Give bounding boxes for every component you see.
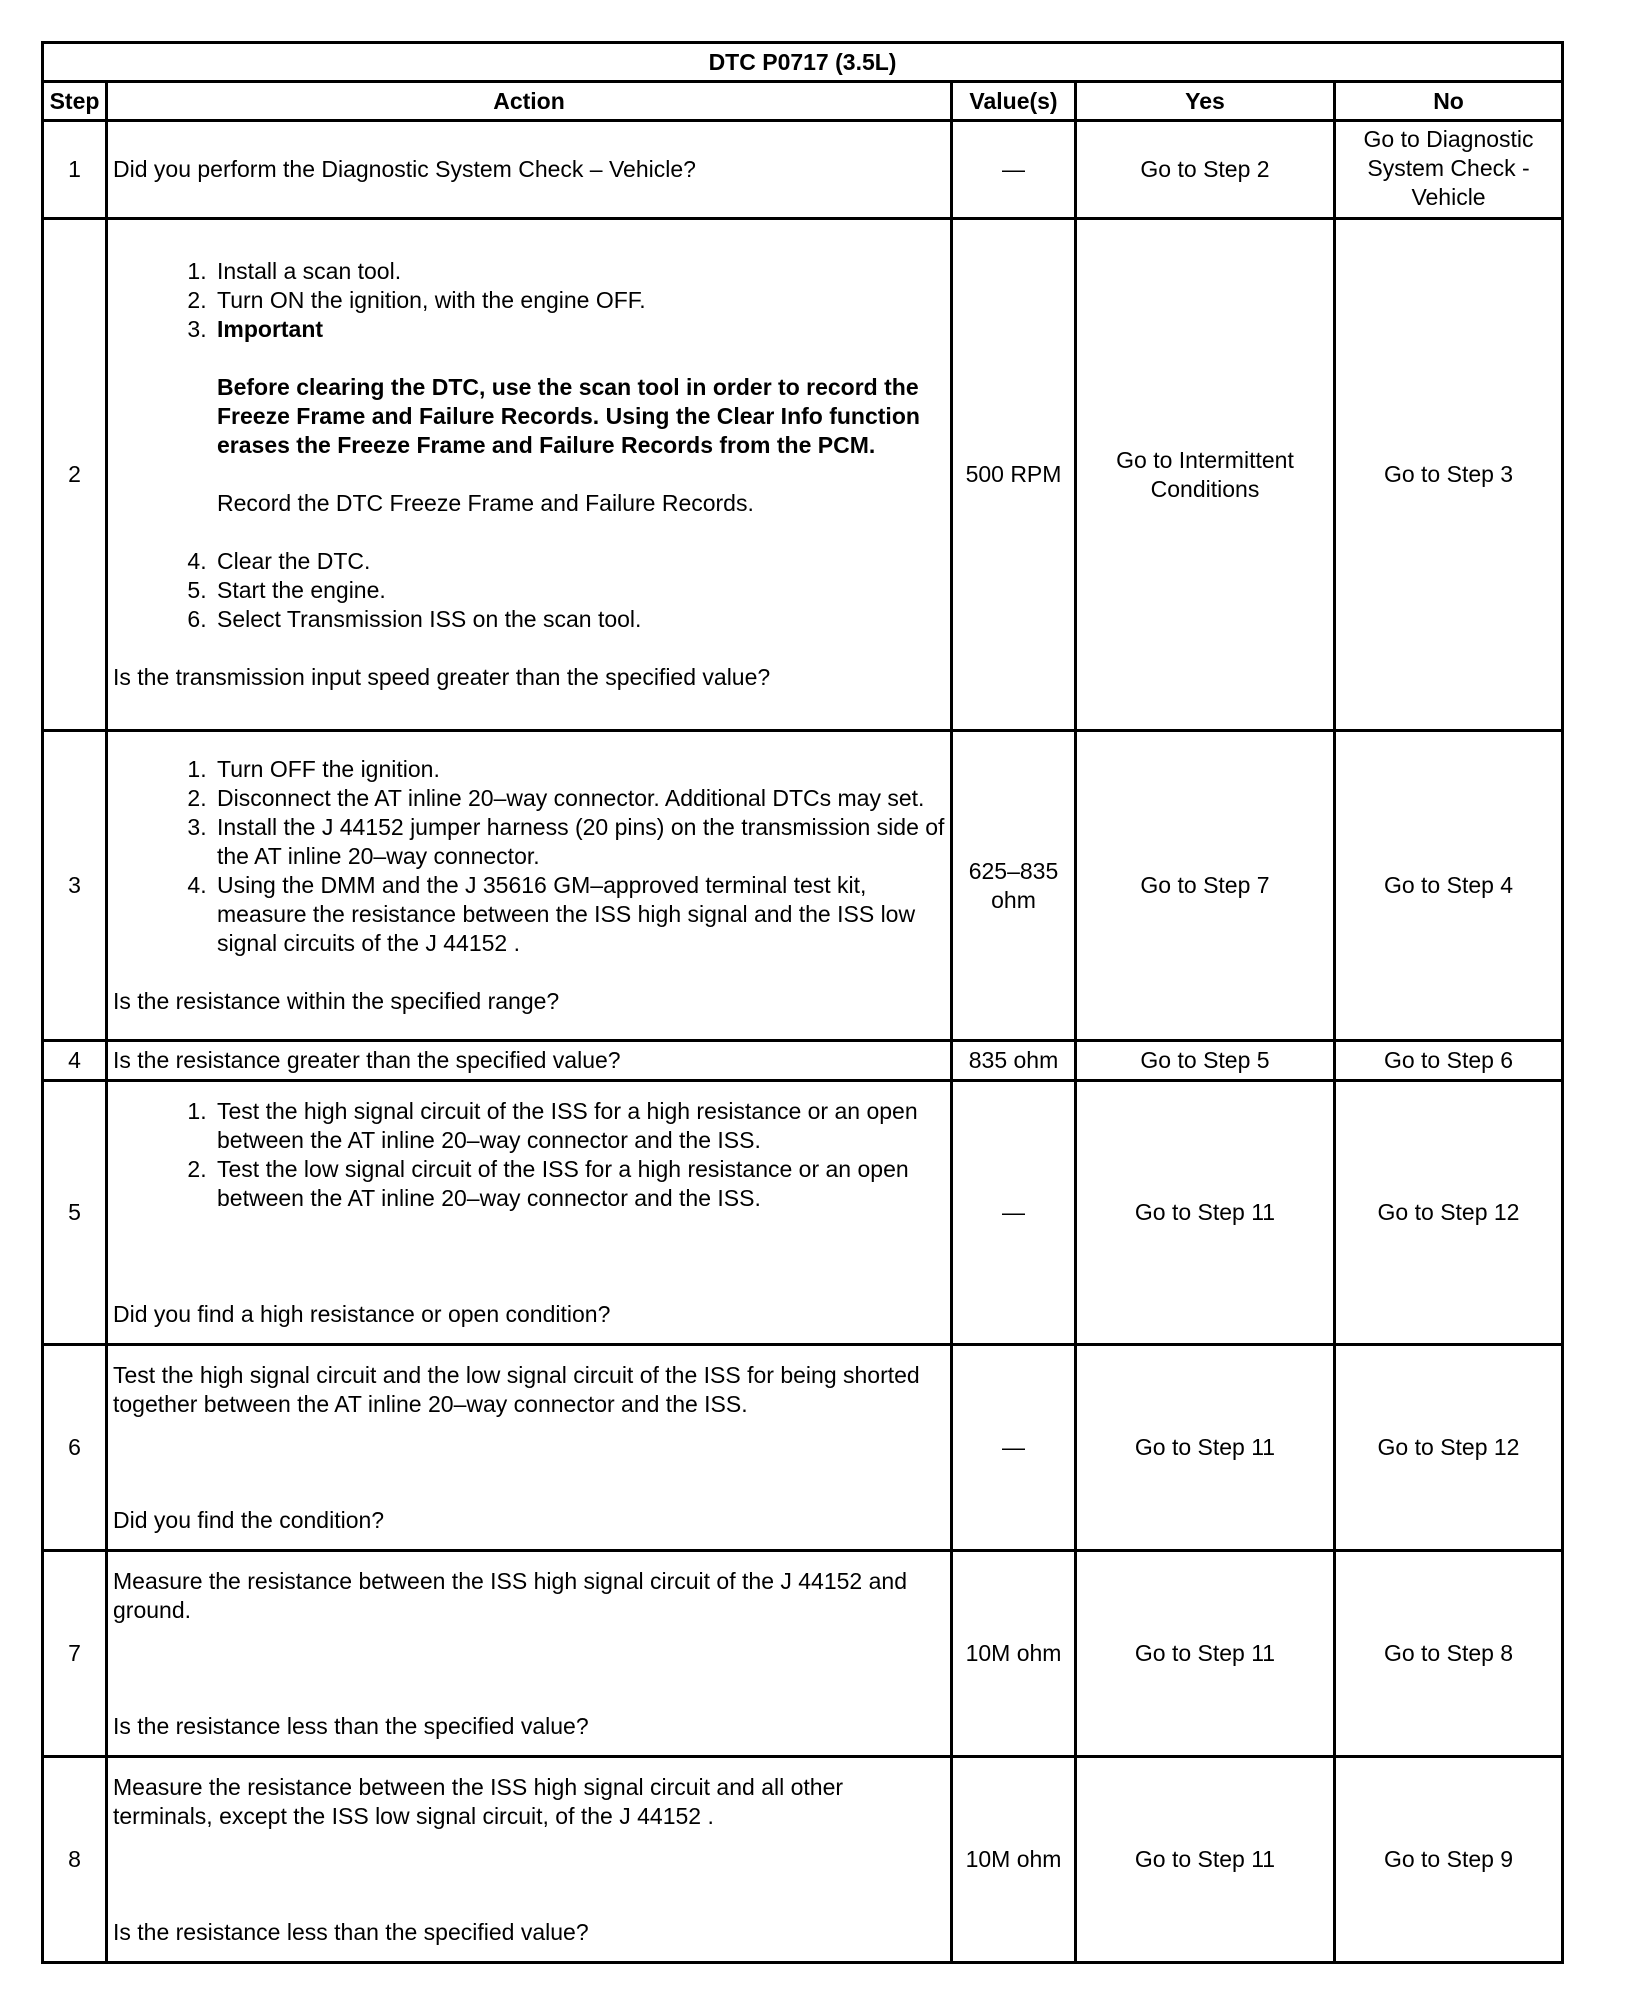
action-cell	[107, 121, 952, 219]
table-row-step-6	[43, 1345, 1563, 1551]
yes-cell: Go to Step 11	[1076, 1081, 1335, 1345]
step-number: 6	[43, 1345, 107, 1551]
action-text: Test the high signal circuit and the low signal circuit of the ISS for being shorted together between the AT inline 20–way connector and the ISS.	[113, 1361, 920, 1417]
question-text: Did you find the condition?	[113, 1506, 385, 1533]
action-cell	[107, 731, 952, 1041]
record-note: Record the DTC Freeze Frame and Failure Records.	[217, 490, 754, 516]
question-text: Is the resistance less than the specified value?	[113, 1712, 589, 1739]
yes-cell: Go to Step 5	[1076, 1041, 1335, 1081]
yes-cell: Go to Step 7	[1076, 731, 1335, 1041]
step-number: 8	[43, 1757, 107, 1963]
instruction-list	[113, 755, 945, 958]
value-cell: 835 ohm	[952, 1041, 1076, 1081]
table-row-step-4	[43, 1041, 1563, 1081]
title-row	[43, 43, 1563, 82]
yes-cell: Go to Intermittent Conditions	[1076, 219, 1335, 731]
no-cell: Go to Step 6	[1335, 1041, 1563, 1081]
table-row-step-2	[43, 219, 1563, 731]
column-header-step: Step	[43, 82, 107, 121]
question-text: Is the resistance less than the specified value?	[113, 1918, 589, 1945]
yes-cell: Go to Step 11	[1076, 1757, 1335, 1963]
step-number: 3	[43, 731, 107, 1041]
instruction-list	[113, 1097, 945, 1213]
question-text: Did you find a high resistance or open condition?	[113, 1300, 611, 1327]
question-text: Is the transmission input speed greater than the specified value?	[113, 664, 771, 690]
action-text: Measure the resistance between the ISS high signal circuit of the J 44152 and ground.	[113, 1567, 907, 1623]
list-item: 2. Test the low signal circuit of the ISS for a high resistance or an open between the AT inline 20–way connector and the ISS.	[213, 1155, 945, 1213]
table-row-step-7	[43, 1551, 1563, 1757]
list-item: 2. Disconnect the AT inline 20–way connector. Additional DTCs may set.	[213, 784, 945, 813]
list-item: 1. Install a scan tool.	[213, 257, 945, 286]
step-number: 5	[43, 1081, 107, 1345]
value-cell: —	[952, 1345, 1076, 1551]
list-item: 1. Turn OFF the ignition.	[213, 755, 945, 784]
question-text: Is the resistance greater than the specified value?	[113, 1047, 621, 1073]
action-cell	[107, 1081, 952, 1345]
step-number: 1	[43, 121, 107, 219]
action-cell	[107, 1041, 952, 1081]
column-header-no: No	[1335, 82, 1563, 121]
list-item: 4. Using the DMM and the J 35616 GM–approved terminal test kit, measure the resistance between the ISS high signal and the ISS low signal circuits of the J 44152 .	[213, 871, 945, 958]
value-cell: 10M ohm	[952, 1757, 1076, 1963]
value-cell: 500 RPM	[952, 219, 1076, 731]
column-header-values: Value(s)	[952, 82, 1076, 121]
action-text: Did you perform the Diagnostic System Check – Vehicle?	[113, 156, 696, 182]
no-cell: Go to Step 12	[1335, 1081, 1563, 1345]
action-text: Measure the resistance between the ISS high signal circuit and all other terminals, except the ISS low signal circuit, of the J 44152 .	[113, 1773, 844, 1829]
list-item: 4. Clear the DTC.	[213, 547, 945, 576]
list-item: 3. Install the J 44152 jumper harness (20 pins) on the transmission side of the AT inline 20–way connector.	[213, 813, 945, 871]
header-row	[43, 82, 1563, 121]
list-item: 2. Turn ON the ignition, with the engine OFF.	[213, 286, 945, 315]
no-cell: Go to Step 12	[1335, 1345, 1563, 1551]
no-cell: Go to Step 4	[1335, 731, 1563, 1041]
step-number: 4	[43, 1041, 107, 1081]
table-row-step-8	[43, 1757, 1563, 1963]
dtc-diagnostic-table	[41, 41, 1564, 1964]
yes-cell: Go to Step 2	[1076, 121, 1335, 219]
value-cell: —	[952, 1081, 1076, 1345]
question-text: Is the resistance within the specified range?	[113, 988, 560, 1014]
no-cell: Go to Step 8	[1335, 1551, 1563, 1757]
important-label: 3. Important	[217, 316, 324, 342]
no-cell: Go to Step 9	[1335, 1757, 1563, 1963]
list-item	[213, 315, 945, 547]
value-cell: —	[952, 121, 1076, 219]
step-number: 7	[43, 1551, 107, 1757]
yes-cell: Go to Step 11	[1076, 1551, 1335, 1757]
list-item: 6. Select Transmission ISS on the scan tool.	[213, 605, 945, 634]
important-note: Before clearing the DTC, use the scan tool in order to record the Freeze Frame and Failure Records. Using the Clear Info function erases the Freeze Frame and Failure Records from the PCM.	[217, 374, 920, 458]
action-cell	[107, 219, 952, 731]
table-row-step-5	[43, 1081, 1563, 1345]
action-cell	[107, 1551, 952, 1757]
table-row-step-3	[43, 731, 1563, 1041]
list-item: 1. Test the high signal circuit of the ISS for a high resistance or an open between the AT inline 20–way connector and the ISS.	[213, 1097, 945, 1155]
column-header-action: Action	[107, 82, 952, 121]
step-number: 2	[43, 219, 107, 731]
instruction-list	[113, 257, 945, 634]
no-cell: Go to Diagnostic System Check - Vehicle	[1335, 121, 1563, 219]
value-cell: 625–835 ohm	[952, 731, 1076, 1041]
column-header-yes: Yes	[1076, 82, 1335, 121]
list-item: 5. Start the engine.	[213, 576, 945, 605]
action-cell	[107, 1757, 952, 1963]
no-cell: Go to Step 3	[1335, 219, 1563, 731]
action-cell	[107, 1345, 952, 1551]
table-title: DTC P0717 (3.5L)	[43, 43, 1563, 82]
value-cell: 10M ohm	[952, 1551, 1076, 1757]
table-row-step-1	[43, 121, 1563, 219]
yes-cell: Go to Step 11	[1076, 1345, 1335, 1551]
